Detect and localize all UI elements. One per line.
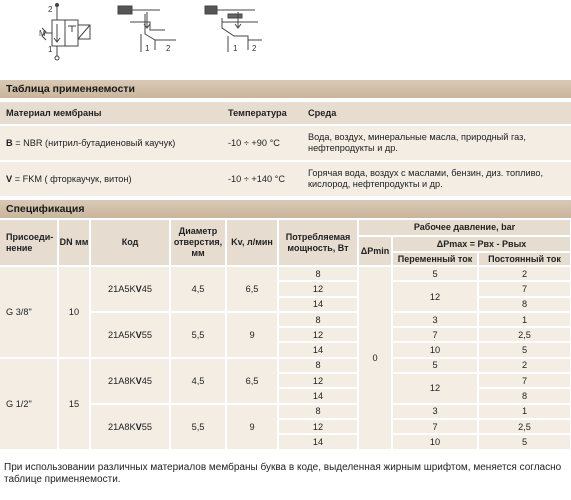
code-material-letter: V bbox=[135, 375, 142, 386]
code-cell bbox=[90, 312, 170, 358]
orifice-cell: 5,5 bbox=[170, 404, 226, 450]
ac-cell: 5 bbox=[392, 266, 478, 281]
code-cell bbox=[90, 358, 170, 404]
port-label-1c: 1 bbox=[233, 44, 238, 53]
header-dpmax: ΔPmax = Pвх - Pвых bbox=[392, 236, 571, 252]
power-cell: 12 bbox=[278, 373, 358, 388]
applicability-title: Таблица применяемости bbox=[6, 83, 136, 95]
orifice-cell: 4,5 bbox=[170, 358, 226, 404]
header-material: Материал мембраны bbox=[0, 102, 222, 125]
dc-cell: 8 bbox=[478, 388, 571, 403]
header-media: Среда bbox=[302, 102, 571, 125]
header-connection: Присоеди-нение bbox=[0, 220, 58, 266]
code-suffix: 45 bbox=[141, 283, 152, 294]
material-row bbox=[0, 125, 571, 161]
ac-cell: 5 bbox=[392, 358, 478, 373]
media-cell: Вода, воздух, минеральные масла, природный газ, нефтепродукты и др. bbox=[302, 125, 571, 161]
power-cell: 14 bbox=[278, 434, 358, 449]
orifice-cell: 5,5 bbox=[170, 312, 226, 358]
spec-title-bar bbox=[0, 200, 571, 218]
power-cell: 8 bbox=[278, 266, 358, 281]
port-label-1: 1 bbox=[48, 45, 53, 54]
spec-title: Спецификация bbox=[6, 203, 85, 215]
ac-cell: 10 bbox=[392, 434, 478, 449]
connection-cell: G 3/8" bbox=[0, 266, 58, 358]
code-material-letter: V bbox=[135, 329, 142, 340]
kv-cell: 6,5 bbox=[226, 358, 278, 404]
port-label-2c: 2 bbox=[252, 44, 257, 53]
dc-cell: 2 bbox=[478, 358, 571, 373]
code-cell bbox=[90, 266, 170, 312]
port-label-2b: 2 bbox=[166, 44, 171, 53]
ac-cell: 12 bbox=[392, 281, 478, 312]
orifice-cell: 4,5 bbox=[170, 266, 226, 312]
header-ac: Переменный ток bbox=[392, 252, 478, 266]
dc-cell: 2 bbox=[478, 266, 571, 281]
code-prefix: 21A5K bbox=[108, 283, 136, 294]
code-suffix: 55 bbox=[141, 421, 152, 432]
code-material-letter: V bbox=[135, 421, 142, 432]
material-cell bbox=[0, 125, 222, 161]
power-cell: 8 bbox=[278, 312, 358, 327]
dpmin-cell: 0 bbox=[358, 266, 392, 450]
power-cell: 14 bbox=[278, 388, 358, 403]
power-cell: 12 bbox=[278, 281, 358, 296]
temperature-cell: -10 ÷ +140 °C bbox=[222, 161, 302, 196]
header-dn: DN мм bbox=[58, 220, 90, 266]
temperature-cell: -10 ÷ +90 °C bbox=[222, 125, 302, 161]
power-cell: 8 bbox=[278, 358, 358, 373]
dn-cell: 15 bbox=[58, 358, 90, 450]
dc-cell: 7 bbox=[478, 373, 571, 388]
dn-cell: 10 bbox=[58, 266, 90, 358]
header-power: Потребляемая мощность, Вт bbox=[278, 220, 358, 266]
code-prefix: 21A5K bbox=[108, 329, 136, 340]
ac-cell: 10 bbox=[392, 342, 478, 357]
spec-table bbox=[0, 220, 571, 451]
code-suffix: 45 bbox=[141, 375, 152, 386]
ac-cell: 3 bbox=[392, 312, 478, 327]
code-material-letter: V bbox=[135, 283, 142, 294]
header-kv: Kv, л/мин bbox=[226, 220, 278, 266]
code-prefix: 21A8K bbox=[108, 375, 136, 386]
header-code: Код bbox=[90, 220, 170, 266]
dc-cell: 2,5 bbox=[478, 327, 571, 342]
header-dpmin: ΔPmin bbox=[358, 236, 392, 266]
material-letter: V bbox=[6, 173, 13, 184]
kv-cell: 9 bbox=[226, 404, 278, 450]
kv-cell: 9 bbox=[226, 312, 278, 358]
dc-cell: 8 bbox=[478, 297, 571, 312]
header-pressure: Рабочее давление, bar bbox=[358, 220, 571, 236]
material-cell bbox=[0, 161, 222, 196]
code-cell bbox=[90, 404, 170, 450]
material-name: = NBR (нитрил-бутадиеновый каучук) bbox=[12, 137, 176, 148]
media-cell: Горячая вода, воздух с маслами, бензин, диз. топливо, кислород, нефтепродукты и др. bbox=[302, 161, 571, 196]
dc-cell: 7 bbox=[478, 281, 571, 296]
port-label-1b: 1 bbox=[145, 44, 150, 53]
dc-cell: 2,5 bbox=[478, 419, 571, 434]
dc-cell: 1 bbox=[478, 312, 571, 327]
port-label-2: 2 bbox=[48, 5, 53, 14]
spec-row bbox=[0, 266, 571, 281]
valve-diagrams bbox=[0, 0, 571, 70]
power-cell: 8 bbox=[278, 404, 358, 419]
ac-cell: 7 bbox=[392, 327, 478, 342]
ac-cell: 7 bbox=[392, 419, 478, 434]
power-cell: 14 bbox=[278, 342, 358, 357]
applicability-table bbox=[0, 102, 571, 196]
code-suffix: 55 bbox=[141, 329, 152, 340]
dc-cell: 5 bbox=[478, 434, 571, 449]
footnote: При использовании различных материалов мембраны буква в коде, выделенная жирным шрифтом, меняется согласно таблице применяемости. bbox=[4, 462, 562, 485]
port-label-m: M bbox=[39, 29, 46, 38]
power-cell: 12 bbox=[278, 419, 358, 434]
power-cell: 12 bbox=[278, 327, 358, 342]
kv-cell: 6,5 bbox=[226, 266, 278, 312]
dc-cell: 1 bbox=[478, 404, 571, 419]
material-row bbox=[0, 161, 571, 196]
material-name: = FKM ( фторкаучук, витон) bbox=[12, 173, 132, 184]
ac-cell: 3 bbox=[392, 404, 478, 419]
ac-cell: 12 bbox=[392, 373, 478, 404]
power-cell: 14 bbox=[278, 297, 358, 312]
dc-cell: 5 bbox=[478, 342, 571, 357]
material-letter: B bbox=[6, 137, 13, 148]
connection-cell: G 1/2" bbox=[0, 358, 58, 450]
applicability-title-bar bbox=[0, 80, 571, 98]
spec-row bbox=[0, 358, 571, 373]
header-dc: Постоянный ток bbox=[478, 252, 571, 266]
header-temperature: Температура bbox=[222, 102, 302, 125]
header-orifice: Диаметр отверстия, мм bbox=[170, 220, 226, 266]
code-prefix: 21A8K bbox=[108, 421, 136, 432]
